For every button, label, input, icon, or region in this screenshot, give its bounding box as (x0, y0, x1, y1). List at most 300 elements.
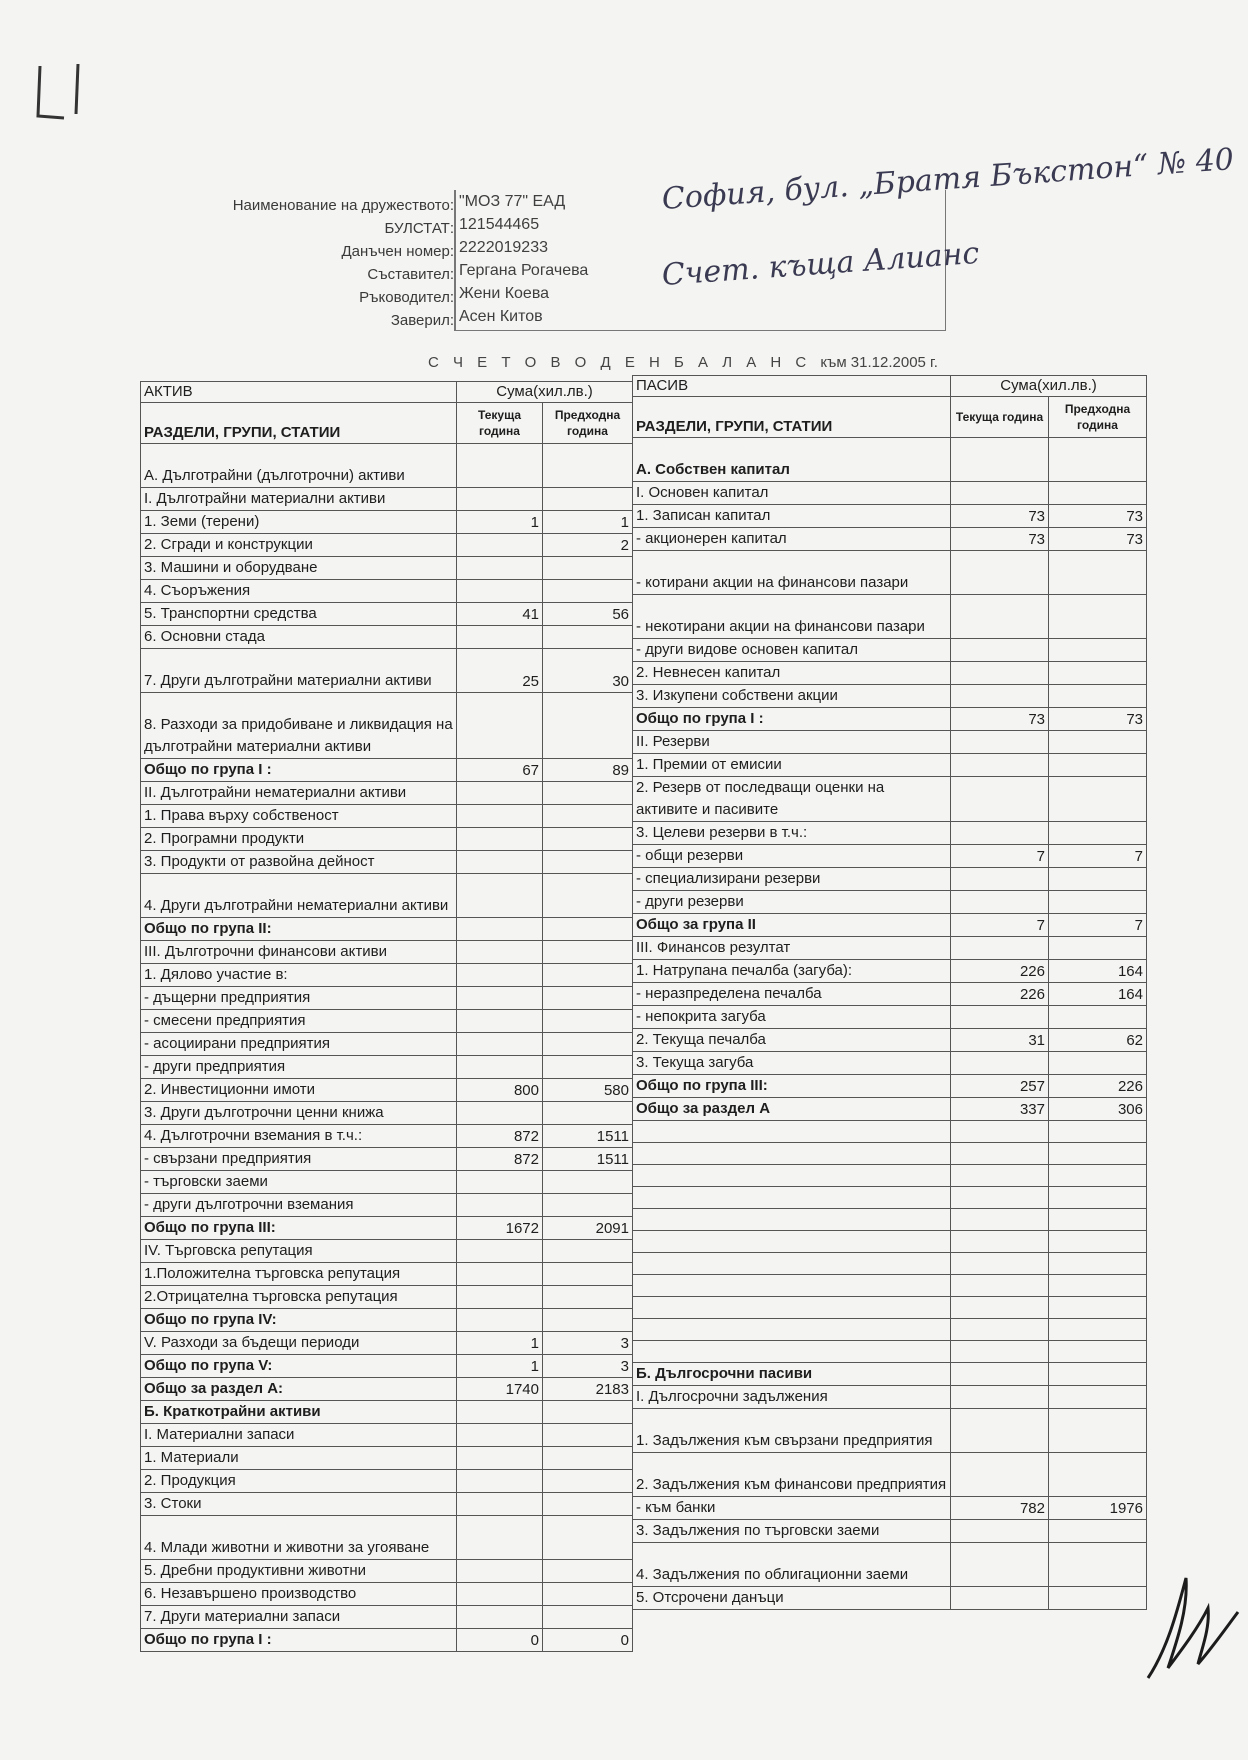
liabilities-row-current: 73 (951, 708, 1049, 731)
liabilities-row-current: 782 (951, 1497, 1049, 1520)
assets-heading: АКТИВ (141, 382, 457, 403)
liabilities-row-previous (1049, 1453, 1147, 1497)
assets-row-label: Общо по група І : (141, 1629, 457, 1652)
assets-row-previous (543, 851, 633, 874)
assets-row (141, 918, 633, 941)
assets-row (141, 1606, 633, 1629)
liabilities-row-label: Общо по група ІІІ: (633, 1075, 951, 1098)
liabilities-row-previous: 306 (1049, 1098, 1147, 1121)
liabilities-row-previous (1049, 1165, 1147, 1187)
assets-row-previous (543, 693, 633, 759)
liabilities-row-current (951, 1052, 1049, 1075)
liabilities-row (633, 662, 1147, 685)
assets-row-previous (543, 828, 633, 851)
signature-mark (1138, 1568, 1248, 1688)
liabilities-row-label: 1. Записан капитал (633, 505, 951, 528)
liabilities-row-current (951, 1231, 1049, 1253)
company-label: Заверил: (390, 312, 454, 329)
liabilities-row (633, 1341, 1147, 1363)
assets-row-label: 6. Незавършено производство (141, 1583, 457, 1606)
liabilities-row-current (951, 595, 1049, 639)
assets-row (141, 693, 633, 759)
liabilities-row-current: 257 (951, 1075, 1049, 1098)
liabilities-row (633, 1006, 1147, 1029)
assets-row (141, 805, 633, 828)
assets-row (141, 1493, 633, 1516)
liabilities-row-previous: 7 (1049, 914, 1147, 937)
liabilities-row-label (633, 1187, 951, 1209)
liabilities-row (633, 1363, 1147, 1386)
assets-row-previous (543, 1102, 633, 1125)
liabilities-row-label: - общи резерви (633, 845, 951, 868)
assets-row (141, 1148, 633, 1171)
liabilities-row-current: 337 (951, 1098, 1049, 1121)
liabilities-row (633, 1253, 1147, 1275)
assets-row-label: 2. Програмни продукти (141, 828, 457, 851)
liabilities-row-current (951, 1253, 1049, 1275)
assets-row-previous: 1511 (543, 1148, 633, 1171)
assets-row-label: - свързани предприятия (141, 1148, 457, 1171)
assets-row (141, 557, 633, 580)
assets-row-current (457, 534, 543, 557)
assets-row (141, 1470, 633, 1493)
liabilities-row-previous (1049, 777, 1147, 822)
handwritten-address: София, бул. „Братя Бъкстон“ № 40 (660, 142, 1235, 217)
liabilities-row-label: 3. Изкупени собствени акции (633, 685, 951, 708)
liabilities-row (633, 1052, 1147, 1075)
assets-row-label: ІІ. Дълготрайни нематериални активи (141, 782, 457, 805)
liabilities-row-label (633, 1165, 951, 1187)
liabilities-row-current (951, 1409, 1049, 1453)
liabilities-row-previous (1049, 1275, 1147, 1297)
liabilities-row (633, 983, 1147, 1006)
document-title (428, 354, 938, 371)
liabilities-row-previous (1049, 731, 1147, 754)
company-label: Данъчен номер: (341, 243, 454, 260)
company-auditor: Асен Китов (459, 308, 543, 325)
liabilities-row-current (951, 685, 1049, 708)
liabilities-row-current (951, 1520, 1049, 1543)
assets-row-current (457, 1606, 543, 1629)
liabilities-row (633, 937, 1147, 960)
liabilities-row-previous: 164 (1049, 960, 1147, 983)
company-compiler: Гергана Рогачева (459, 262, 589, 279)
liabilities-row-current: 226 (951, 983, 1049, 1006)
assets-row-label: 3. Машини и оборудване (141, 557, 457, 580)
assets-row-current: 872 (457, 1148, 543, 1171)
liabilities-row-current: 7 (951, 845, 1049, 868)
assets-row-previous (543, 1033, 633, 1056)
liabilities-row (633, 777, 1147, 822)
liabilities-row-previous: 73 (1049, 708, 1147, 731)
liabilities-row (633, 1187, 1147, 1209)
liabilities-row-label: 3. Задължения по търговски заеми (633, 1520, 951, 1543)
assets-row (141, 782, 633, 805)
liabilities-row-previous (1049, 438, 1147, 482)
liabilities-row (633, 822, 1147, 845)
liabilities-row-previous: 1976 (1049, 1497, 1147, 1520)
assets-row-label: 2. Сгради и конструкции (141, 534, 457, 557)
liabilities-row-previous (1049, 1363, 1147, 1386)
assets-row-label: 2.Отрицателна търговска репутация (141, 1286, 457, 1309)
liabilities-row-previous (1049, 937, 1147, 960)
liabilities-row-current (951, 1275, 1049, 1297)
assets-row-current: 67 (457, 759, 543, 782)
assets-row-previous (543, 557, 633, 580)
liabilities-row (633, 595, 1147, 639)
liabilities-row-label (633, 1231, 951, 1253)
assets-row (141, 1516, 633, 1560)
assets-row-current (457, 1286, 543, 1309)
assets-row-current (457, 1493, 543, 1516)
assets-row-previous (543, 782, 633, 805)
liabilities-row-previous (1049, 1319, 1147, 1341)
assets-row-previous: 3 (543, 1332, 633, 1355)
assets-row (141, 1286, 633, 1309)
liabilities-row-label: І. Дългосрочни задължения (633, 1386, 951, 1409)
liabilities-row-previous (1049, 595, 1147, 639)
assets-row (141, 1355, 633, 1378)
assets-row-previous: 3 (543, 1355, 633, 1378)
assets-col-name: РАЗДЕЛИ, ГРУПИ, СТАТИИ (141, 403, 457, 444)
assets-row-label: 1. Дялово участие в: (141, 964, 457, 987)
assets-row-current (457, 1401, 543, 1424)
assets-row-previous (543, 626, 633, 649)
assets-row-previous: 0 (543, 1629, 633, 1652)
assets-row-current (457, 941, 543, 964)
assets-row-current (457, 1263, 543, 1286)
liabilities-row (633, 528, 1147, 551)
assets-row-label: 4. Млади животни и животни за угояване (141, 1516, 457, 1560)
liabilities-row (633, 1275, 1147, 1297)
liabilities-row-current (951, 777, 1049, 822)
assets-row-previous: 2091 (543, 1217, 633, 1240)
assets-row-previous (543, 1171, 633, 1194)
assets-row (141, 1217, 633, 1240)
liabilities-row-previous (1049, 639, 1147, 662)
liabilities-row (633, 1209, 1147, 1231)
liabilities-row-label: Общо по група І : (633, 708, 951, 731)
assets-row-label: Общо по група V: (141, 1355, 457, 1378)
assets-row-label: 6. Основни стада (141, 626, 457, 649)
assets-row (141, 580, 633, 603)
assets-row-current (457, 488, 543, 511)
assets-row-current (457, 1560, 543, 1583)
assets-row (141, 964, 633, 987)
liabilities-row-current (951, 438, 1049, 482)
assets-row-label: Общо по група ІІ: (141, 918, 457, 941)
assets-row (141, 1583, 633, 1606)
company-label: Съставител: (367, 266, 454, 283)
assets-row-label: 2. Продукция (141, 1470, 457, 1493)
assets-row-previous (543, 1010, 633, 1033)
liabilities-row-previous (1049, 1187, 1147, 1209)
liabilities-row-current (951, 1006, 1049, 1029)
liabilities-row-current (951, 1341, 1049, 1363)
assets-row-previous (543, 1493, 633, 1516)
liabilities-row (633, 1075, 1147, 1098)
liabilities-row-label: - към банки (633, 1497, 951, 1520)
assets-row-label: І. Дълготрайни материални активи (141, 488, 457, 511)
liabilities-row-label (633, 1121, 951, 1143)
liabilities-row-previous (1049, 1253, 1147, 1275)
liabilities-row-label: - непокрита загуба (633, 1006, 951, 1029)
liabilities-row (633, 1497, 1147, 1520)
liabilities-row-current (951, 639, 1049, 662)
assets-row-label: 1. Материали (141, 1447, 457, 1470)
assets-row-label: А. Дълготрайни (дълготрочни) активи (141, 444, 457, 488)
assets-row-current (457, 851, 543, 874)
liabilities-row-current (951, 1297, 1049, 1319)
assets-row-previous (543, 444, 633, 488)
assets-row-previous (543, 805, 633, 828)
assets-row-current (457, 1171, 543, 1194)
assets-row-label: V. Разходи за бъдещи периоди (141, 1332, 457, 1355)
assets-row (141, 1378, 633, 1401)
assets-row-label: - други предприятия (141, 1056, 457, 1079)
liabilities-row-previous (1049, 1520, 1147, 1543)
assets-row-label: - дъщерни предприятия (141, 987, 457, 1010)
assets-row-current (457, 1309, 543, 1332)
liabilities-sum-heading: Сума(хил.лв.) (951, 376, 1147, 397)
assets-row-previous (543, 1401, 633, 1424)
assets-row-current: 1 (457, 1355, 543, 1378)
liabilities-col-name: РАЗДЕЛИ, ГРУПИ, СТАТИИ (633, 397, 951, 438)
assets-row-previous (543, 874, 633, 918)
liabilities-heading: ПАСИВ (633, 376, 951, 397)
assets-row-previous (543, 1447, 633, 1470)
liabilities-row-label: 4. Задължения по облигационни заеми (633, 1543, 951, 1587)
assets-row-current (457, 1240, 543, 1263)
assets-row (141, 941, 633, 964)
liabilities-row-current (951, 1143, 1049, 1165)
liabilities-row-label: - некотирани акции на финансови пазари (633, 595, 951, 639)
assets-row-label: 4. Дълготрочни вземания в т.ч.: (141, 1125, 457, 1148)
assets-row (141, 1560, 633, 1583)
assets-row-current (457, 1194, 543, 1217)
assets-row-current (457, 805, 543, 828)
assets-row-current (457, 987, 543, 1010)
assets-row (141, 759, 633, 782)
assets-row (141, 1056, 633, 1079)
liabilities-col-previous: Предходна година (1049, 397, 1147, 438)
assets-row (141, 1240, 633, 1263)
assets-row-previous (543, 1516, 633, 1560)
liabilities-row (633, 1165, 1147, 1187)
liabilities-row-label: 2. Невнесен капитал (633, 662, 951, 685)
liabilities-row (633, 1453, 1147, 1497)
assets-row-previous (543, 1470, 633, 1493)
assets-row-previous (543, 1606, 633, 1629)
assets-row-previous (543, 1056, 633, 1079)
liabilities-row-label (633, 1143, 951, 1165)
liabilities-row-current (951, 891, 1049, 914)
assets-row-label: Б. Краткотрайни активи (141, 1401, 457, 1424)
liabilities-row-current: 31 (951, 1029, 1049, 1052)
liabilities-row-previous: 7 (1049, 845, 1147, 868)
assets-row-previous (543, 1560, 633, 1583)
assets-row-previous: 56 (543, 603, 633, 626)
assets-row-current (457, 444, 543, 488)
assets-row (141, 1125, 633, 1148)
assets-row-previous (543, 1424, 633, 1447)
assets-row (141, 1263, 633, 1286)
assets-row-previous: 89 (543, 759, 633, 782)
liabilities-row (633, 754, 1147, 777)
liabilities-row-current (951, 822, 1049, 845)
assets-row-previous (543, 1194, 633, 1217)
assets-row-label: Общо по група ІІІ: (141, 1217, 457, 1240)
assets-row (141, 1102, 633, 1125)
liabilities-row-previous (1049, 1409, 1147, 1453)
liabilities-row (633, 639, 1147, 662)
assets-row-label: 1. Земи (терени) (141, 511, 457, 534)
assets-row-previous: 580 (543, 1079, 633, 1102)
liabilities-row-label: А. Собствен капитал (633, 438, 951, 482)
assets-row-previous (543, 580, 633, 603)
liabilities-row-previous (1049, 1543, 1147, 1587)
assets-row (141, 1332, 633, 1355)
liabilities-row-label (633, 1209, 951, 1231)
liabilities-row (633, 505, 1147, 528)
liabilities-row-label: 5. Отсрочени данъци (633, 1587, 951, 1610)
assets-row-current (457, 1447, 543, 1470)
assets-row-previous: 1 (543, 511, 633, 534)
assets-row-label: І. Материални запаси (141, 1424, 457, 1447)
liabilities-row-label (633, 1253, 951, 1275)
assets-row-label: 3. Стоки (141, 1493, 457, 1516)
liabilities-row (633, 1297, 1147, 1319)
assets-row-previous: 2 (543, 534, 633, 557)
liabilities-row (633, 708, 1147, 731)
liabilities-row-previous: 164 (1049, 983, 1147, 1006)
liabilities-row-label (633, 1275, 951, 1297)
assets-row (141, 1447, 633, 1470)
liabilities-row-previous (1049, 1121, 1147, 1143)
liabilities-row-current (951, 1209, 1049, 1231)
assets-row (141, 874, 633, 918)
liabilities-row-label: Б. Дългосрочни пасиви (633, 1363, 951, 1386)
assets-row-current (457, 1033, 543, 1056)
assets-row-label: - търговски заеми (141, 1171, 457, 1194)
assets-row-label: 2. Инвестиционни имоти (141, 1079, 457, 1102)
liabilities-row (633, 1121, 1147, 1143)
assets-row (141, 488, 633, 511)
assets-sum-heading: Сума(хил.лв.) (457, 382, 633, 403)
liabilities-row-current (951, 1363, 1049, 1386)
liabilities-row-label: 2. Задължения към финансови предприятия (633, 1453, 951, 1497)
liabilities-row (633, 1587, 1147, 1610)
assets-row (141, 1194, 633, 1217)
assets-table (140, 381, 633, 1652)
assets-row (141, 828, 633, 851)
liabilities-row-previous (1049, 891, 1147, 914)
company-tax-number: 2222019233 (459, 239, 548, 256)
assets-row-current (457, 1516, 543, 1560)
assets-row-label: Общо по група ІV: (141, 1309, 457, 1332)
company-label: Ръководител: (359, 289, 454, 306)
assets-row-label: 4. Съоръжения (141, 580, 457, 603)
assets-row-label: 3. Продукти от развойна дейност (141, 851, 457, 874)
liabilities-row-current: 73 (951, 528, 1049, 551)
liabilities-row-previous: 73 (1049, 505, 1147, 528)
liabilities-row-label: І. Основен капитал (633, 482, 951, 505)
liabilities-row-label: 3. Текуща загуба (633, 1052, 951, 1075)
liabilities-row (633, 1098, 1147, 1121)
assets-row-previous (543, 1263, 633, 1286)
liabilities-row (633, 868, 1147, 891)
assets-row (141, 649, 633, 693)
liabilities-row (633, 1386, 1147, 1409)
assets-row-current (457, 580, 543, 603)
assets-row-current: 41 (457, 603, 543, 626)
assets-row-current (457, 693, 543, 759)
assets-row-label: 1.Положителна търговска репутация (141, 1263, 457, 1286)
liabilities-row-previous (1049, 1006, 1147, 1029)
assets-row-current (457, 782, 543, 805)
liabilities-row-label: 2. Текуща печалба (633, 1029, 951, 1052)
liabilities-row-current (951, 1543, 1049, 1587)
assets-row-previous (543, 488, 633, 511)
liabilities-row-label: 1. Натрупана печалба (загуба): (633, 960, 951, 983)
assets-row-label: ІІІ. Дълготрочни финансови активи (141, 941, 457, 964)
liabilities-row (633, 551, 1147, 595)
liabilities-row-label: - други резерви (633, 891, 951, 914)
liabilities-row (633, 685, 1147, 708)
assets-row-current (457, 1056, 543, 1079)
assets-row (141, 444, 633, 488)
assets-row (141, 511, 633, 534)
liabilities-row-label: - котирани акции на финансови пазари (633, 551, 951, 595)
assets-row-label: 1. Права върху собственост (141, 805, 457, 828)
liabilities-row-label (633, 1319, 951, 1341)
assets-row (141, 603, 633, 626)
liabilities-row-current (951, 1453, 1049, 1497)
assets-row-current (457, 1102, 543, 1125)
liabilities-row (633, 845, 1147, 868)
assets-row-label: ІV. Търговска репутация (141, 1240, 457, 1263)
liabilities-row-current (951, 662, 1049, 685)
liabilities-row (633, 482, 1147, 505)
assets-row-current (457, 1010, 543, 1033)
assets-row-current (457, 918, 543, 941)
assets-col-current: Текуща година (457, 403, 543, 444)
assets-row-current (457, 1470, 543, 1493)
liabilities-row (633, 1029, 1147, 1052)
liabilities-row-previous (1049, 822, 1147, 845)
liabilities-row-label: ІІ. Резерви (633, 731, 951, 754)
company-label: Наименование на дружеството: (232, 197, 454, 214)
liabilities-table (632, 375, 1147, 1610)
liabilities-row (633, 1319, 1147, 1341)
liabilities-row (633, 960, 1147, 983)
liabilities-row (633, 1409, 1147, 1453)
liabilities-row-previous: 226 (1049, 1075, 1147, 1098)
assets-row-previous (543, 1309, 633, 1332)
liabilities-row-previous (1049, 1209, 1147, 1231)
assets-row-label: Общо за раздел А: (141, 1378, 457, 1401)
liabilities-row (633, 438, 1147, 482)
assets-row-current: 0 (457, 1629, 543, 1652)
assets-row-previous (543, 1583, 633, 1606)
assets-row-previous (543, 1240, 633, 1263)
liabilities-row-previous (1049, 1386, 1147, 1409)
liabilities-row-previous (1049, 1052, 1147, 1075)
liabilities-row-current (951, 1319, 1049, 1341)
liabilities-row-label: Общо за раздел А (633, 1098, 951, 1121)
liabilities-row-current (951, 551, 1049, 595)
liabilities-row-current (951, 937, 1049, 960)
